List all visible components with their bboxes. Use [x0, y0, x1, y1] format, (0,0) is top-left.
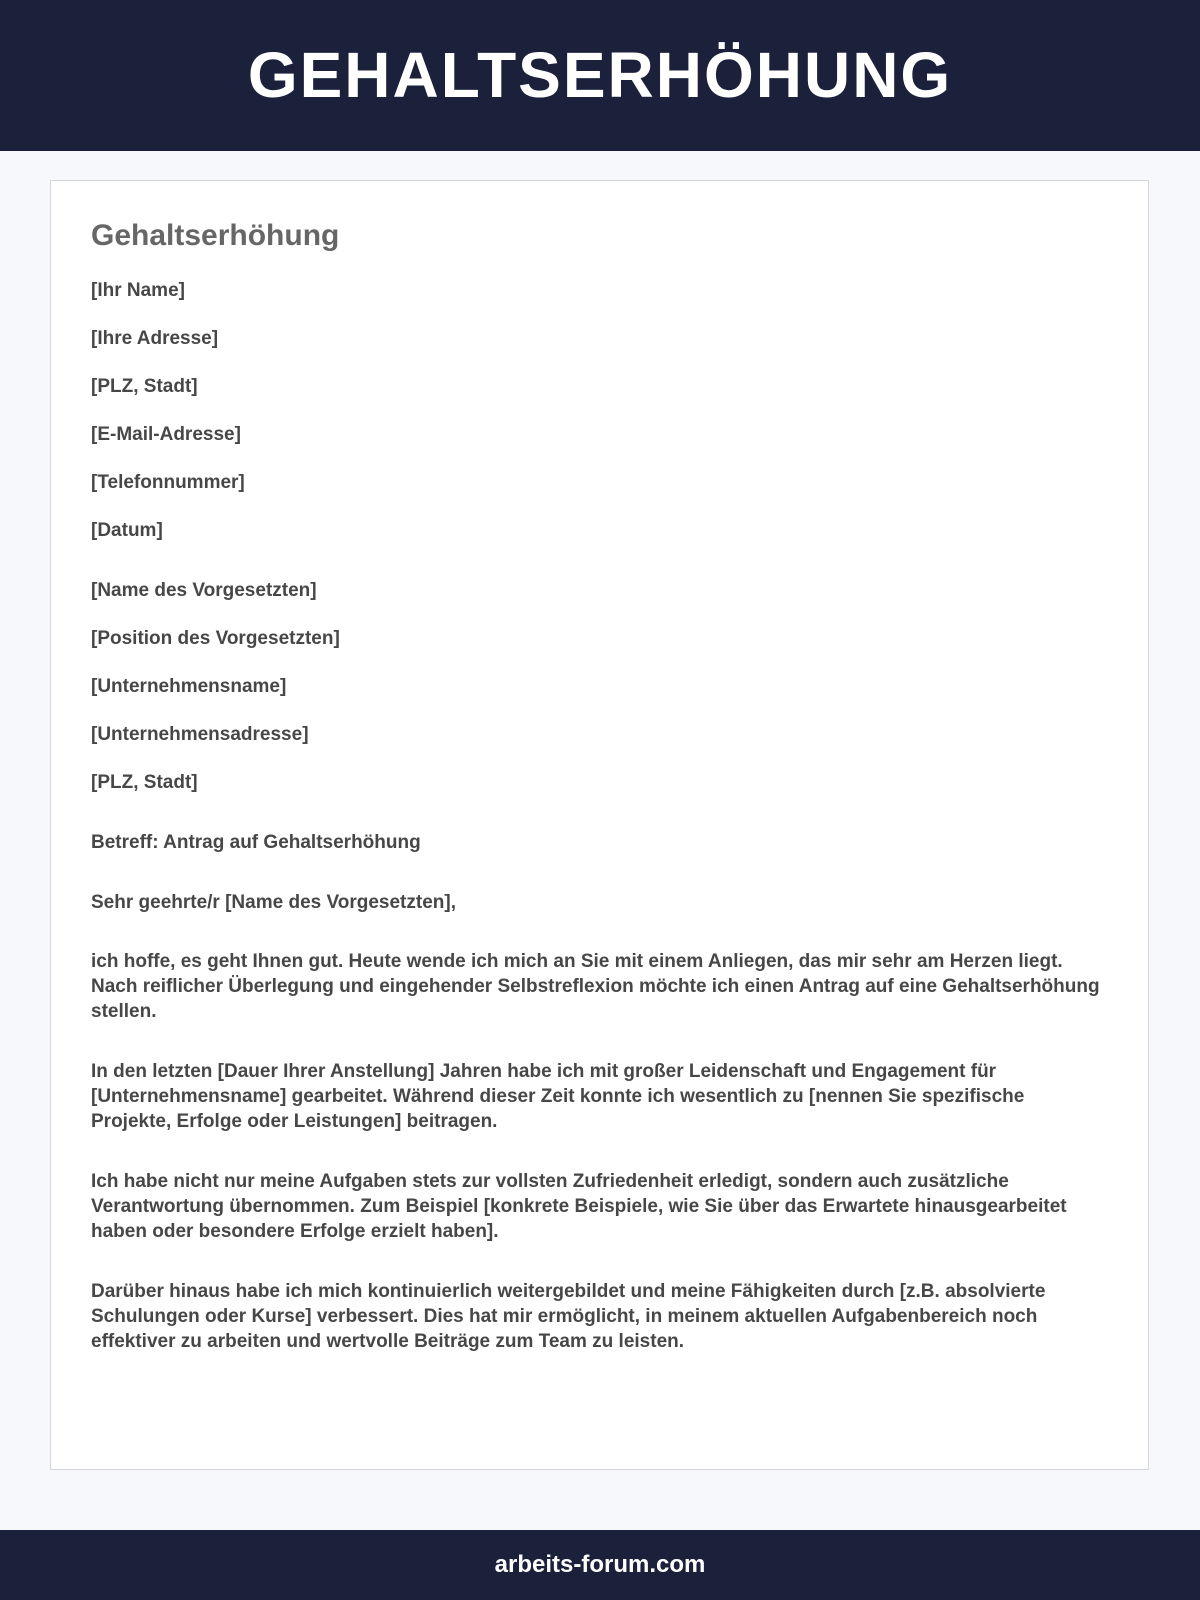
recipient-position: [Position des Vorgesetzten]: [91, 628, 340, 649]
letter-heading: Gehaltserhöhung: [91, 219, 340, 252]
letter-paragraph-1: ich hoffe, es geht Ihnen gut. Heute wende ich mich an Sie mit einem Anliegen, das mir sehr am Herzen liegt. Nach reiflicher Überlegung und eingehender Selbstreflexion möchte ich einen Antrag auf eine Gehaltserhöhung stellen.: [91, 951, 1100, 1022]
letter-subject: Betreff: Antrag auf Gehaltserhöhung: [91, 832, 421, 853]
letter-card: [50, 180, 1149, 1470]
sender-email: [E-Mail-Adresse]: [91, 424, 241, 445]
recipient-company: [Unternehmensname]: [91, 676, 287, 697]
footer-site-name: arbeits-forum.com: [494, 1551, 706, 1578]
recipient-city: [PLZ, Stadt]: [91, 772, 198, 793]
letter-paragraph-2: In den letzten [Dauer Ihrer Anstellung] Jahren habe ich mit großer Leidenschaft und Engagement für [Unternehmensname] gearbeitet. Während dieser Zeit konnte ich wesentlich zu [nennen Sie spezifische Projekte, Erfolge oder Leistungen] beitragen.: [91, 1061, 1025, 1132]
sender-phone: [Telefonnummer]: [91, 472, 245, 493]
banner-title: GEHALTSERHÖHUNG: [247, 38, 953, 111]
footer-bar: [0, 1530, 1200, 1600]
letter-paragraph-3: Ich habe nicht nur meine Aufgaben stets zur vollsten Zufriedenheit erledigt, sondern auch zusätzliche Verantwortung übernommen. Zum Beispiel [konkrete Beispiele, wie Sie über das Erwartete hinausgearbeitet haben oder besondere Erfolge erzielt haben].: [91, 1171, 1067, 1242]
header-banner: [0, 0, 1200, 151]
sender-city: [PLZ, Stadt]: [91, 376, 198, 397]
letter-salutation: Sehr geehrte/r [Name des Vorgesetzten],: [91, 892, 456, 913]
sender-address: [Ihre Adresse]: [91, 328, 219, 349]
sender-name: [Ihr Name]: [91, 280, 185, 301]
letter-date: [Datum]: [91, 520, 163, 541]
recipient-name: [Name des Vorgesetzten]: [91, 580, 317, 601]
letter-paragraph-4: Darüber hinaus habe ich mich kontinuierlich weitergebildet und meine Fähigkeiten durch [z.B. absolvierte Schulungen oder Kurse] verbessert. Dies hat mir ermöglicht, in meinem aktuellen Aufgabenbereich noch effektiver zu arbeiten und wertvolle Beiträge zum Team zu leisten.: [91, 1281, 1046, 1352]
recipient-address: [Unternehmensadresse]: [91, 724, 309, 745]
